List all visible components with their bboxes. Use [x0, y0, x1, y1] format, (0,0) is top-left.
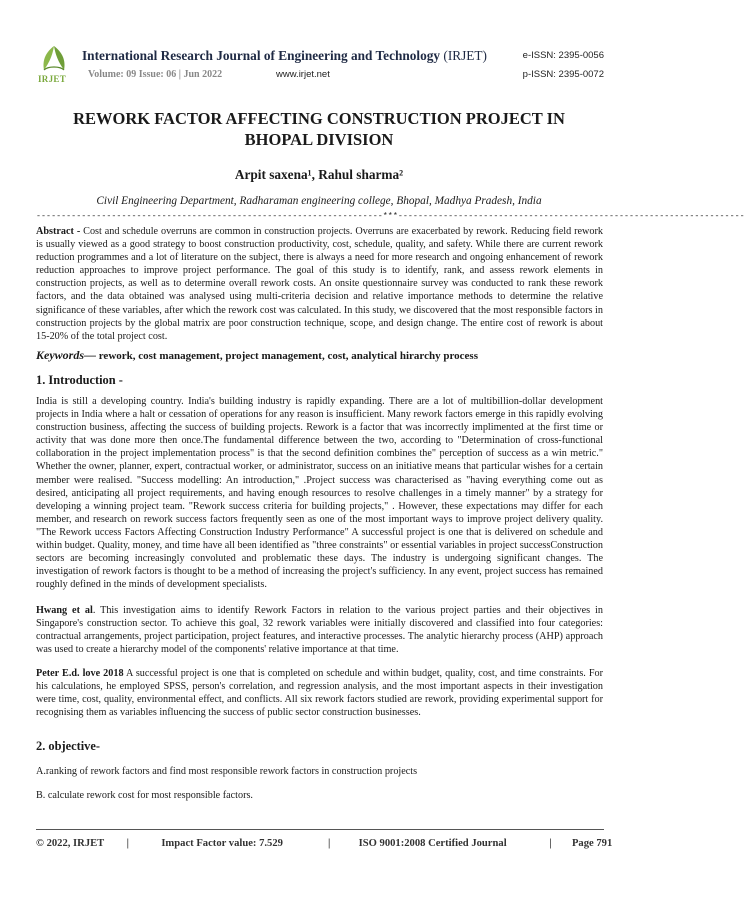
- hwang-label: Hwang et al: [36, 605, 93, 616]
- footer-divider: |: [126, 838, 129, 849]
- journal-title: [82, 48, 487, 64]
- introduction-paragraph: India is still a developing country. India's building industry is rapidly expanding. There are a lot of multibillion-dollar development projects in India where a halt or cessation of operations for any reason is insufficient. Many rework factors emerge in this rapidly evolving construction business, affecting the success of building projects. Rework is a factor that was incorrectly implimented at the first time or activity that was done more then once.The fundamental difference between the two, according to "Determination of cross-functional collaboration in the project implementation process" is that the second definition combines the" perception of success as a win metric." Whether the owner, planner, expert, contractual worker, or administrator, success on an initiative means that particular wishes for a certain member were realised. "Success modelling: An introduction," .Project success was characterised as "having everything come out as desired, anticipating all project requirements, and having enough resources to resolve challenges in a timely manner" by a strategy for developing a winning project team. "Rework success criteria for building projects," . However, these expectations may differ for each member, and research on rework success factors frequently seen as one of the most important ways to improve project delivery quality. "The Rework uccess Factors Affecting Construction Industry Performance" A successful project is one that is delivered on schedule and within budget. Quality, money, and time have all been identified as "three constraints" or essential variables in project successConstruction sectors are becoming increasingly convoluted and problematic these days. The industry is undergoing significant changes. The investigation of rework factors is thought to be a method of increasing the project's sufficiency. In any event, project success has remained roughly defined in the minds of development specialists.: [36, 396, 603, 591]
- footer-iso: ISO 9001:2008 Certified Journal: [358, 838, 507, 849]
- journal-name: International Research Journal of Engineering and Technology: [82, 48, 441, 63]
- footer-copyright: © 2022, IRJET: [36, 838, 105, 849]
- footer-divider: |: [327, 838, 331, 849]
- hwang-text: . This investigation aims to identify Rework Factors in relation to the various project parties and their objectives in Singapore's construction sector. To achieve this goal, 32 rework variables were initially discovered and classified into four categories: contractual arrangements, project participation, project features, and interactive processes. The analytic hierarchy process (AHP) approach was used to create a hierarchy model of the components' relative importance at that time.: [36, 605, 603, 656]
- journal-abbr: (IRJET): [443, 48, 487, 63]
- objective-a: A.ranking of rework factors and find most responsible rework factors in construction projects: [36, 766, 418, 777]
- paper-title: REWORK FACTOR AFFECTING CONSTRUCTION PROJECT IN BHOPAL DIVISION: [73, 109, 565, 149]
- peter-label: Peter E.d. love 2018: [36, 668, 124, 679]
- peter-text: A successful project is one that is completed on schedule and within budget, quality, cost, and time constraints. For his calculations, he employed SPSS, person's correlation, and regression analysis, and the most important aspects in their investigation were time, cost, quality, environmental effect, and conflicts. All six rework factors studied are rework, providing experimental support for recognising them as variables influencing the success of public sector construction businesses.: [36, 668, 604, 719]
- paper-authors: Arpit saxena¹, Rahul sharma²: [234, 167, 404, 182]
- objective-b: B. calculate rework cost for most responsible factors.: [36, 790, 253, 801]
- section-separator: ---------------------------------------------------------------------***---------------------------------------------------------------------: [36, 211, 745, 221]
- abstract-label: Abstract -: [36, 226, 81, 237]
- pissn: p-ISSN: 2395-0072: [522, 69, 604, 80]
- author-affiliation: Civil Engineering Department, Radharaman engineering college, Bhopal, Madhya Pradesh, India: [96, 195, 542, 207]
- abstract-text: Cost and schedule overruns are common in construction projects. Overruns are exacerbated by rework. Reducing field rework is usually viewed as a good strategy to boost construction productivity, cost, schedule, quality, and safety. While there are current rework reduction programmes and a lot of literature on the subject, there is always a need for more research and ongoing enhancement of rework reduction approaches to improve project performance. The goal of this study is to identify, rank, and assess rework elements in construction projects, as well as to determine overall rework costs. An onsite questionnaire survey was conducted to rank these rework factors, and the data obtained was analysed using multi-criteria decision and relative importance methods to determine the relative significance of these variables, after which the rework cost was calculated. In this study, we discovered that the most responsible factors in construction projects by the global matrix are poor construction technique, scope, and design change. The entire cost of rework is about 15-20% of the total project cost.: [36, 226, 603, 342]
- footer-divider: |: [549, 838, 552, 849]
- footer-rule: [36, 829, 604, 830]
- journal-footer: [36, 838, 613, 849]
- keywords-text: rework, cost management, project management, cost, analytical hirarchy process: [96, 350, 478, 362]
- keywords: [36, 348, 603, 363]
- eissn: e-ISSN: 2395-0056: [522, 50, 604, 61]
- section-heading-introduction: 1. Introduction -: [36, 373, 123, 387]
- hwang-paragraph: [36, 604, 603, 656]
- keywords-label: Keywords—: [36, 348, 96, 362]
- logo-text: IRJET: [38, 74, 67, 84]
- abstract: [36, 225, 603, 343]
- volume-issue: Volume: 09 Issue: 06 | Jun 2022: [88, 69, 223, 80]
- section-heading-objective: 2. objective-: [36, 739, 100, 753]
- journal-header: [36, 44, 606, 90]
- footer-page-number: Page 791: [571, 838, 613, 849]
- peter-paragraph: [36, 667, 603, 719]
- footer-impact-factor: Impact Factor value: 7.529: [161, 838, 283, 849]
- website-link[interactable]: www.irjet.net: [276, 69, 330, 80]
